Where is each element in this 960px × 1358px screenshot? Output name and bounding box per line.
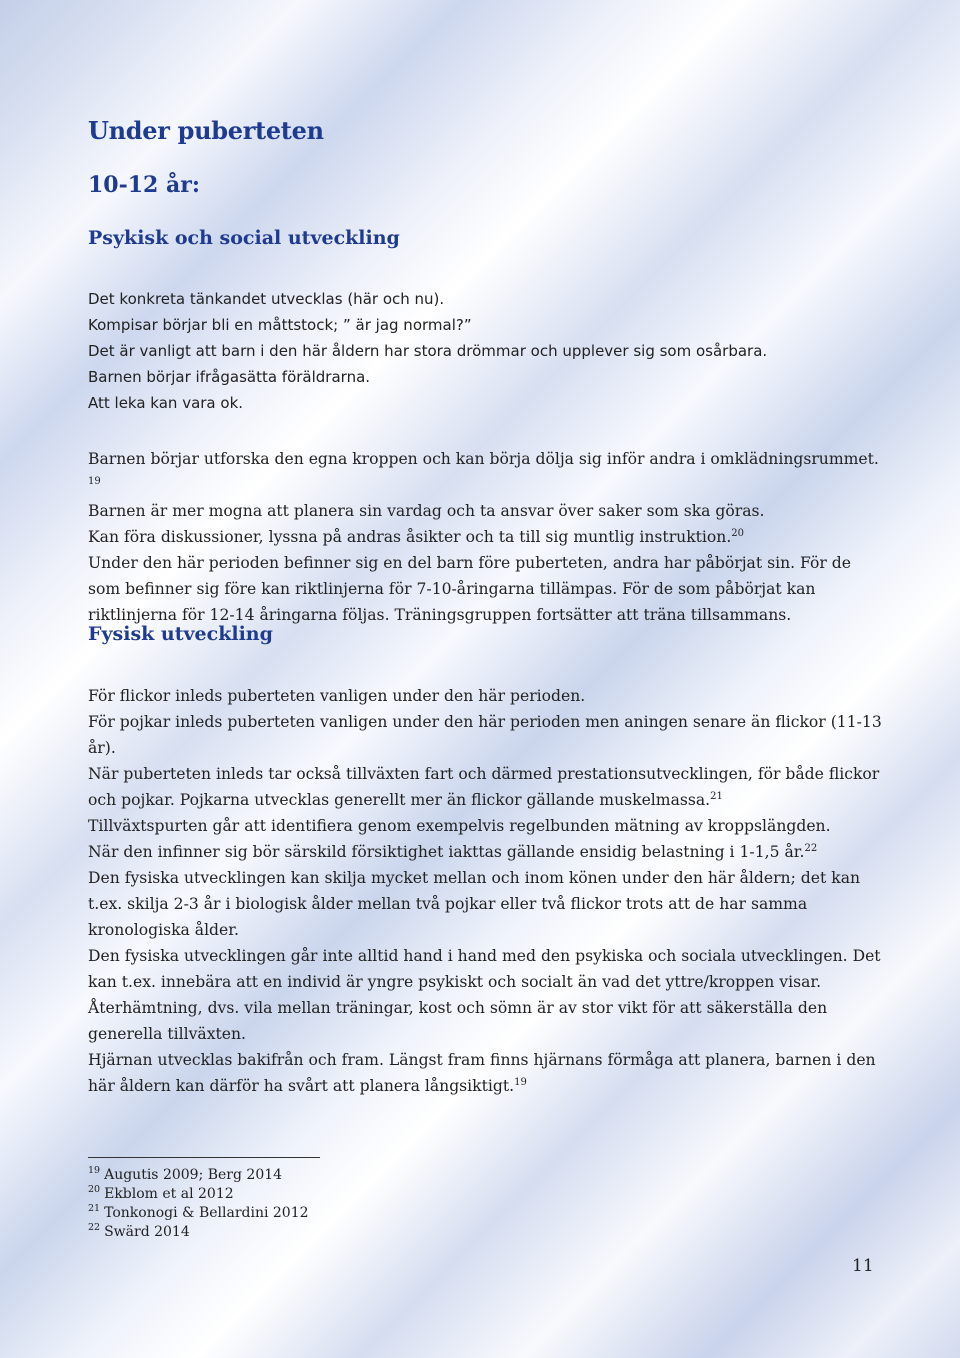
phys-heading: Fysisk utveckling [88,623,273,645]
phys-paragraph: Återhämtning, dvs. vila mellan träningar, kost och sömn är av stor vikt för att säkerställa den generella tillväxten. [88,999,828,1043]
phys-paragraph: Hjärnan utvecklas bakifrån och fram. Längst fram finns hjärnans förmåga att planera, barnen i den här åldern kan därför ha svårt att planera långsiktigt.$^{19}$ [88,1051,876,1095]
psych-short-lines [88,286,888,416]
psych-line: Att leka kan vara ok. [88,394,244,412]
footnote-ref: 19 [88,475,101,487]
phys-paragraph: När den infinner sig bör särskild försiktighet iakttas gällande ensidig belastning i 1-1,5 år.$^{22}$ [88,842,818,861]
phys-paragraph: För flickor inleds puberteten vanligen under den här perioden. [88,687,586,705]
psych-paragraph: Kan föra diskussioner, lyssna på andras åsikter och ta till sig muntlig instruktion.$^{20}$ [88,527,745,546]
psych-paragraph: Barnen börjar utforska den egna kroppen och kan börja dölja sig inför andra i omklädningsrummet. $^{19}$ [88,450,879,487]
footnote-ref: 19 [514,1076,527,1088]
footnote-ref: 20 [731,527,745,539]
psych-line: Barnen börjar ifrågasätta föräldrarna. [88,368,371,386]
footnote-divider [88,1157,320,1158]
psych-line: Kompisar börjar bli en måttstock; ” är jag normal?” [88,316,472,334]
footnote: $^{22}$ Swärd 2014 [88,1222,190,1240]
psych-paragraph: Barnen är mer mogna att planera sin vardag och ta ansvar över saker som ska göras. [88,502,765,520]
psych-paragraphs [88,446,888,628]
footnote: $^{21}$ Tonkonogi & Bellardini 2012 [88,1203,309,1221]
footnote: $^{19}$ Augutis 2009; Berg 2014 [88,1165,283,1183]
footnote: $^{20}$ Ekblom et al 2012 [88,1184,234,1202]
phys-paragraph: Den fysiska utvecklingen kan skilja mycket mellan och inom könen under den här åldern; det kan t.ex. skilja 2-3 år i biologisk ålder mellan två pojkar eller två flickor trots att de har samma kronologiska ålder. [88,869,861,939]
age-heading: 10-12 år: [88,172,200,198]
phys-paragraph: Den fysiska utvecklingen går inte alltid hand i hand med den psykiska och sociala utvecklingen. Det kan t.ex. innebära att en individ är yngre psykiskt och socialt än vad det yttre/kroppen visar. [88,947,881,991]
footnote-ref: 22 [804,842,818,854]
psych-paragraph: Under den här perioden befinner sig en del barn före puberteten, andra har påbörjat sin. För de som befinner sig före kan riktlinjerna för 7-10-åringarna tillämpas. För de som påbörjat kan riktlinjerna för 12-14 åringarna följas. Träningsgruppen fortsätter att träna tillsammans. [88,554,851,624]
psych-heading: Psykisk och social utveckling [88,227,400,249]
psych-line: Det konkreta tänkandet utvecklas (här och nu). [88,290,445,308]
footnotes [88,1166,309,1242]
phys-paragraph: Tillväxtspurten går att identifiera genom exempelvis regelbunden mätning av kroppslängden. [88,817,831,835]
page-number: 11 [852,1256,874,1276]
footnote-ref: 21 [710,790,723,802]
phys-paragraph: När puberteten inleds tar också tillväxten fart och därmed prestationsutvecklingen, för både flickor och pojkar. Pojkarna utvecklas generellt mer än flickor gällande muskelmassa.$^{21}$ [88,765,880,809]
phys-paragraphs [88,683,888,1099]
page-title: Under puberteten [88,116,324,145]
phys-paragraph: För pojkar inleds puberteten vanligen under den här perioden men aningen senare än flickor (11-13 år). [88,713,882,757]
psych-line: Det är vanligt att barn i den här åldern har stora drömmar och upplever sig som osårbara. [88,342,768,360]
